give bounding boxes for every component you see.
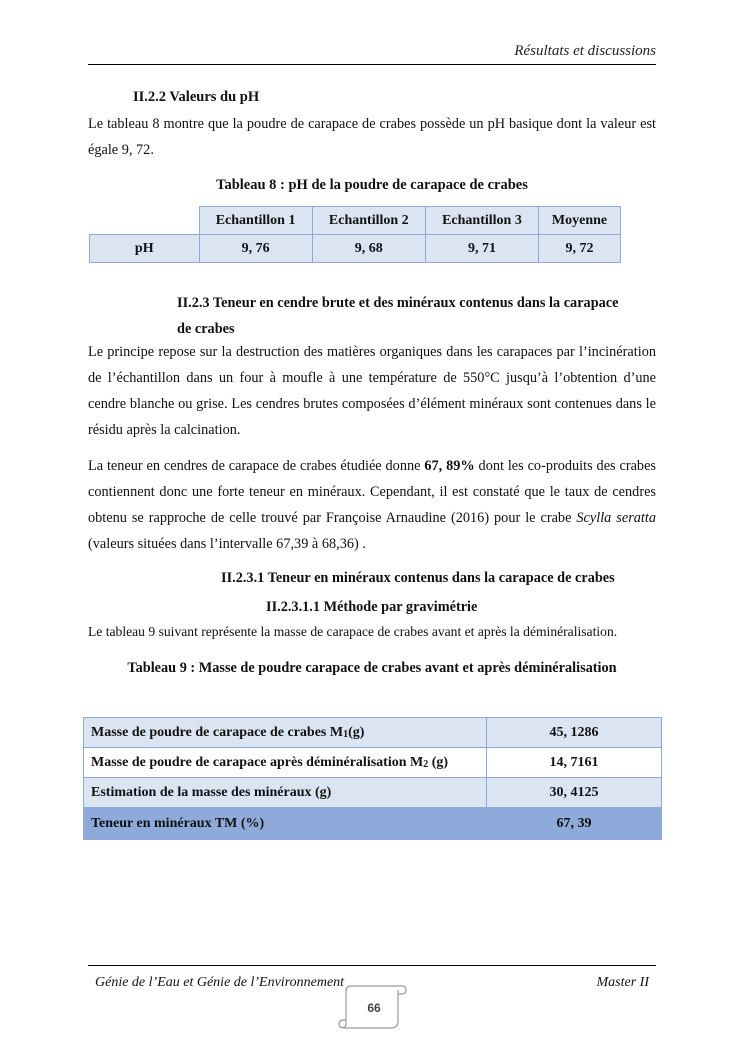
table9-caption: Tableau 9 : Masse de poudre carapace de crabes avant et après déminéralisation [127,660,617,676]
section-heading-gravimetrie: II.2.3.1.1 Méthode par gravimétrie [266,599,478,615]
section-heading-cendre-line1: II.2.3 Teneur en cendre brute et des minéraux contenus dans la carapace [177,295,619,311]
header-divider [88,64,656,65]
section-heading-cendre [177,290,657,342]
section-heading-cendre-line2: de crabes [177,321,235,337]
table8-col-header: Echantillon 3 [425,207,538,235]
table8-cell: 9, 72 [539,235,621,263]
table8-corner-cell [90,207,200,235]
page-number: 66 [367,1001,381,1015]
p2-text-c: (valeurs situées dans l’intervalle 67,39 à 68,36) . [88,536,366,552]
table8-caption: Tableau 8 : pH de la poudre de carapace de crabes [216,177,528,193]
table-row [84,718,662,748]
p2-bold-value: 67, 89% [424,458,475,474]
cendre-paragraph-2 [88,453,656,557]
table9-value: 30, 4125 [487,778,662,808]
table-row [84,748,662,778]
footer-left-text: Génie de l’Eau et Génie de l’Environnement [95,975,345,990]
table9-row-label: Masse de poudre de carapace après déminéralisation $M_2$ (g) [84,748,487,778]
ph-table [89,206,621,263]
table9-row-label: Teneur en minéraux TM (%) [84,808,487,840]
table9-value: 14, 7161 [487,748,662,778]
cendre-paragraph-1: Le principe repose sur la destruction des matières organiques dans les carapaces par l’incinération de l’échantillon dans un four à moufle à une température de 550°C jusqu’à l’obtention d’une cendre blanche ou grise. Les cendres brutes composées d’élément minéraux sont contenues dans le résidu après la calcination. [88,344,656,438]
gravimetrie-paragraph: Le tableau 9 suivant représente la masse de carapace de crabes avant et après la déminéralisation. [88,624,618,639]
p2-text-b: dont les co-produits des crabes contiennent donc une forte teneur en minéraux. Cependant, il est constaté que le taux de cendres obtenu se rapproche de celle trouvé par Françoise Arnaudine (2016) pour le crabe [88,458,656,526]
p2-text-a: La teneur en cendres de carapace de crabes étudiée donne [88,458,425,474]
section-heading-ph: II.2.2 Valeurs du pH [133,89,260,105]
p2-species-name: Scylla seratta [576,510,656,526]
table8-col-header: Echantillon 1 [199,207,312,235]
table9-row-label: Estimation de la masse des minéraux (g) [84,778,487,808]
table9-value: 45, 1286 [487,718,662,748]
section-heading-mineraux: II.2.3.1 Teneur en minéraux contenus dans la carapace de crabes [221,570,615,586]
table9-value: 67, 39 [487,808,662,840]
footer-divider [88,965,656,966]
table8-cell: 9, 71 [425,235,538,263]
table8-cell: 9, 68 [312,235,425,263]
mass-table [83,717,662,840]
footer-right-text: Master II [596,975,649,990]
table8-cell: 9, 76 [199,235,312,263]
running-header-title: Résultats et discussions [514,43,656,59]
table-row [84,778,662,808]
ph-paragraph: Le tableau 8 montre que la poudre de carapace de crabes possède un pH basique dont la valeur est égale 9, 72. [88,116,656,158]
table8-col-header: Moyenne [539,207,621,235]
table8-col-header: Echantillon 2 [312,207,425,235]
table9-row-label: Masse de poudre de carapace de crabes $M_1(g)$ [84,718,487,748]
table8-row-label: pH [90,235,200,263]
table-row [84,808,662,840]
